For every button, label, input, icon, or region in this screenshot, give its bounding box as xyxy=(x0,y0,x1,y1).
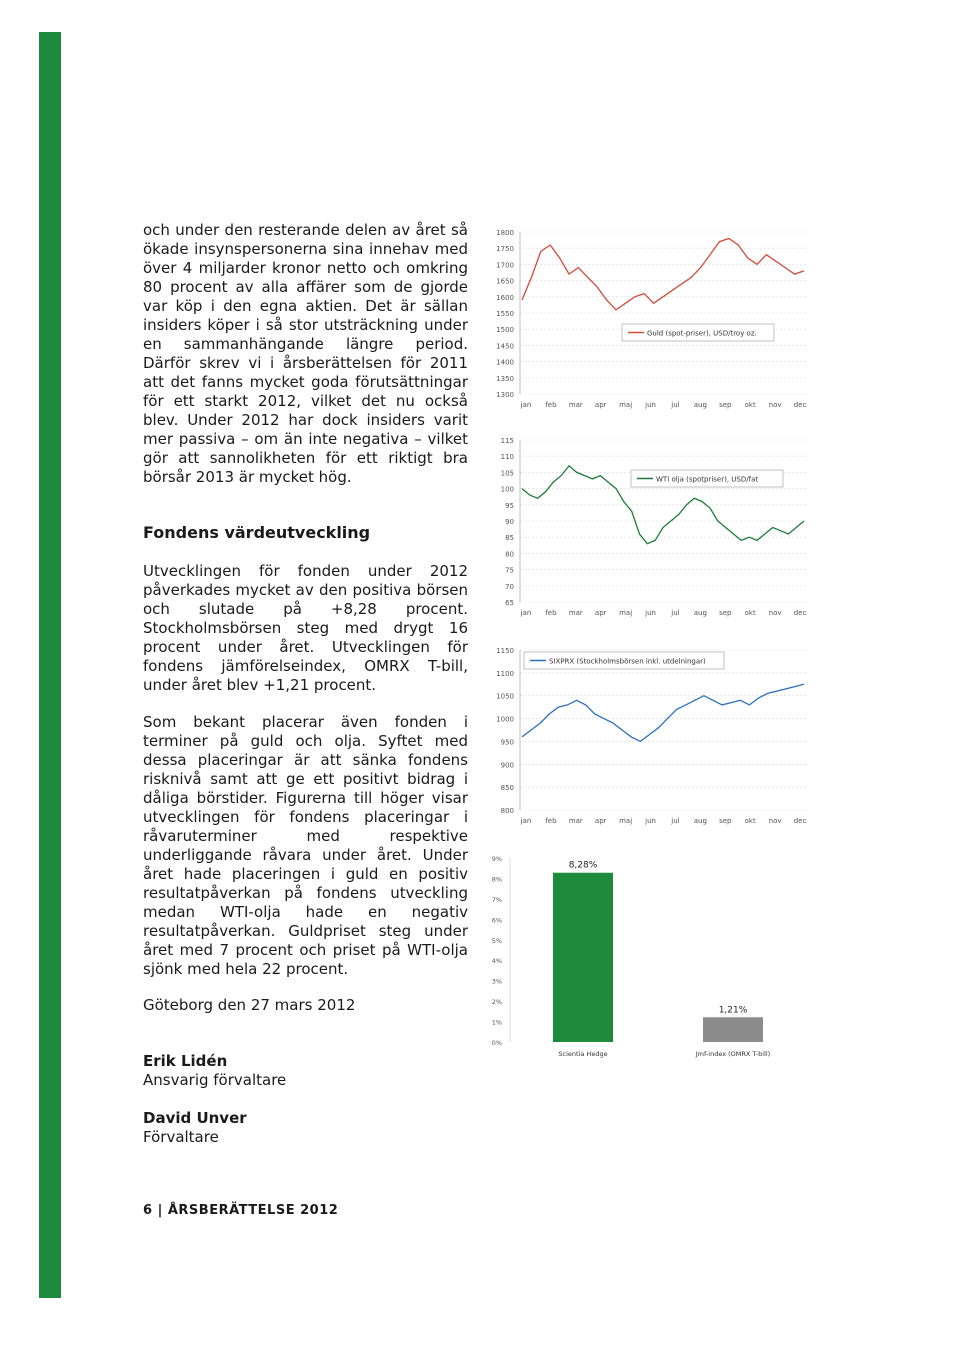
y-tick-label: 1350 xyxy=(496,374,514,383)
y-tick-label: 900 xyxy=(500,761,514,770)
x-tick-label: aug xyxy=(693,817,707,825)
category-label: Jmf-index (OMRX T-bill) xyxy=(695,1050,771,1058)
y-tick-label: 1650 xyxy=(496,277,514,286)
x-tick-label: sep xyxy=(719,817,732,825)
x-tick-label: aug xyxy=(693,401,707,409)
y-tick-label: 1400 xyxy=(496,358,514,367)
x-tick-label: nov xyxy=(768,609,782,617)
date-line: Göteborg den 27 mars 2012 xyxy=(143,996,356,1014)
oil-price-chart xyxy=(486,432,816,624)
x-tick-label: jul xyxy=(671,817,680,825)
y-tick-label: 1100 xyxy=(496,669,514,678)
y-tick-label: 1050 xyxy=(496,692,514,701)
bar-1 xyxy=(703,1017,763,1042)
x-tick-label: nov xyxy=(768,817,782,825)
signature-2 xyxy=(143,1109,468,1147)
signature-role: Ansvarig förvaltare xyxy=(143,1071,287,1089)
category-label: Scientia Hedge xyxy=(558,1050,608,1058)
performance-paragraph: Utvecklingen för fonden under 2012 påverkades mycket av den positiva börsen och slutade på +8,28 procent. Stockholmsbörsen steg med drygt 16 procent under året. Utvecklingen för fondens jämförelseindex, OMRX T-bill, under året blev +1,21 procent. xyxy=(143,562,468,694)
x-tick-label: jun xyxy=(645,401,656,409)
y-tick-label: 800 xyxy=(500,807,514,815)
y-tick-label: 0% xyxy=(491,1039,502,1047)
x-tick-label: feb xyxy=(545,817,557,825)
intro-paragraph: och under den resterande delen av året så ökade insynspersonerna sina innehav med över 4 miljarder kronor netto och omkring 80 procent av alla affärer som de gjorde var köp i den egna aktien. Det är sällan insiders köper i så stor utsträckning under en sammanhängande längre period. Därför skrev vi i årsberättelsen för 2011 att det fanns mycket goda förutsättningar för ett starkt 2012, vilket det nu också blev. Under 2012 har dock insiders varit mer passiva – om än inte negativa – vilket gör att sannolikheten för ett riktigt bra börsår 2013 är mycket hög. xyxy=(143,221,468,486)
x-tick-label: jul xyxy=(671,401,680,409)
y-tick-label: 115 xyxy=(500,437,514,445)
y-tick-label: 85 xyxy=(505,534,514,543)
y-tick-label: 65 xyxy=(505,599,514,607)
x-tick-label: feb xyxy=(545,401,557,409)
y-tick-label: 1450 xyxy=(496,342,514,351)
x-tick-label: apr xyxy=(594,401,607,409)
signature-name: David Unver xyxy=(143,1109,247,1127)
y-tick-label: 1600 xyxy=(496,293,514,302)
data-label: 1,21% xyxy=(718,1005,748,1016)
x-tick-label: jan xyxy=(520,817,532,825)
data-label: 8,28% xyxy=(568,860,598,871)
section-heading: Fondens värdeutveckling xyxy=(143,523,371,542)
brand-green-stripe xyxy=(39,32,61,1298)
y-tick-label: 90 xyxy=(505,518,514,526)
y-tick-label: 105 xyxy=(500,469,514,478)
x-tick-label: dec xyxy=(793,817,807,825)
x-tick-label: nov xyxy=(768,401,782,409)
y-tick-label: 1700 xyxy=(496,261,514,270)
y-tick-label: 100 xyxy=(500,485,514,494)
commodities-paragraph: Som bekant placerar även fonden i terminer på guld och olja. Syftet med dessa placeringar är att sänka fondens risknivå samt att ge ett positivt bidrag i dåliga börstider. Figurerna till höger visar utvecklingen för fondens placeringar i råvaruterminer med respektive underliggande råvara under året. Under året hade placeringen i guld en positiv resultatpåverkan på fondens utveckling medan WTI-olja hade en negativ resultatpåverkan. Guldpriset steg under året med 7 procent och priset på WTI-olja sjönk med hela 22 procent. xyxy=(143,713,468,978)
signature-1 xyxy=(143,1052,468,1090)
legend-label: WTI olja (spotpriser), USD/fat xyxy=(656,475,759,484)
x-tick-label: aug xyxy=(693,609,707,617)
legend-label: SIXPRX (Stockholmsbörsen inkl. utdelningar) xyxy=(549,657,706,666)
y-tick-label: 95 xyxy=(505,501,514,510)
y-tick-label: 7% xyxy=(491,895,502,904)
x-tick-label: jan xyxy=(520,401,532,409)
x-tick-label: maj xyxy=(619,401,633,409)
x-tick-label: mar xyxy=(568,817,583,825)
series-line xyxy=(522,239,804,310)
y-tick-label: 5% xyxy=(491,936,502,945)
y-tick-label: 110 xyxy=(500,453,514,462)
x-tick-label: jun xyxy=(645,817,656,825)
x-tick-label: apr xyxy=(594,817,607,825)
x-tick-label: dec xyxy=(793,609,807,617)
x-tick-label: apr xyxy=(594,609,607,617)
x-tick-label: jan xyxy=(520,609,532,617)
gold-price-chart xyxy=(486,224,816,416)
x-tick-label: okt xyxy=(744,817,756,825)
x-tick-label: feb xyxy=(545,609,557,617)
x-tick-label: jul xyxy=(671,609,680,617)
y-tick-label: 8% xyxy=(491,875,502,884)
x-tick-label: sep xyxy=(719,401,732,409)
y-tick-label: 75 xyxy=(505,566,514,575)
bar-0 xyxy=(553,873,613,1042)
return-bar-chart xyxy=(486,850,816,1065)
y-tick-label: 1150 xyxy=(496,647,514,655)
page-footer: 6 | ÅRSBERÄTTELSE 2012 xyxy=(143,1203,339,1218)
y-tick-label: 80 xyxy=(505,550,514,559)
x-tick-label: mar xyxy=(568,609,583,617)
y-tick-label: 1000 xyxy=(496,715,514,724)
stock-index-chart xyxy=(486,642,816,832)
y-tick-label: 1800 xyxy=(496,229,514,237)
y-tick-label: 850 xyxy=(500,784,514,793)
legend xyxy=(524,652,724,669)
y-tick-label: 1750 xyxy=(496,245,514,254)
x-tick-label: sep xyxy=(719,609,732,617)
x-tick-label: okt xyxy=(744,401,756,409)
y-tick-label: 3% xyxy=(491,977,502,986)
signature-role: Förvaltare xyxy=(143,1128,219,1146)
signature-name: Erik Lidén xyxy=(143,1052,228,1070)
y-tick-label: 1% xyxy=(491,1018,502,1027)
y-tick-label: 2% xyxy=(491,998,502,1007)
x-tick-label: dec xyxy=(793,401,807,409)
y-tick-label: 70 xyxy=(505,582,514,591)
section-heading-wrap xyxy=(143,523,468,542)
y-tick-label: 950 xyxy=(500,738,514,747)
series-line xyxy=(522,684,804,741)
x-tick-label: maj xyxy=(619,817,633,825)
x-tick-label: jun xyxy=(645,609,656,617)
y-tick-label: 4% xyxy=(491,957,502,966)
x-tick-label: mar xyxy=(568,401,583,409)
text-column xyxy=(143,221,468,487)
legend xyxy=(622,324,774,341)
y-tick-label: 1500 xyxy=(496,326,514,335)
x-tick-label: okt xyxy=(744,609,756,617)
y-tick-label: 9% xyxy=(491,855,502,863)
x-tick-label: maj xyxy=(619,609,633,617)
legend-label: Guld (spot-priser), USD/troy oz. xyxy=(647,329,757,338)
legend xyxy=(631,470,783,487)
y-tick-label: 6% xyxy=(491,916,502,925)
y-tick-label: 1300 xyxy=(496,391,514,399)
y-tick-label: 1550 xyxy=(496,310,514,318)
